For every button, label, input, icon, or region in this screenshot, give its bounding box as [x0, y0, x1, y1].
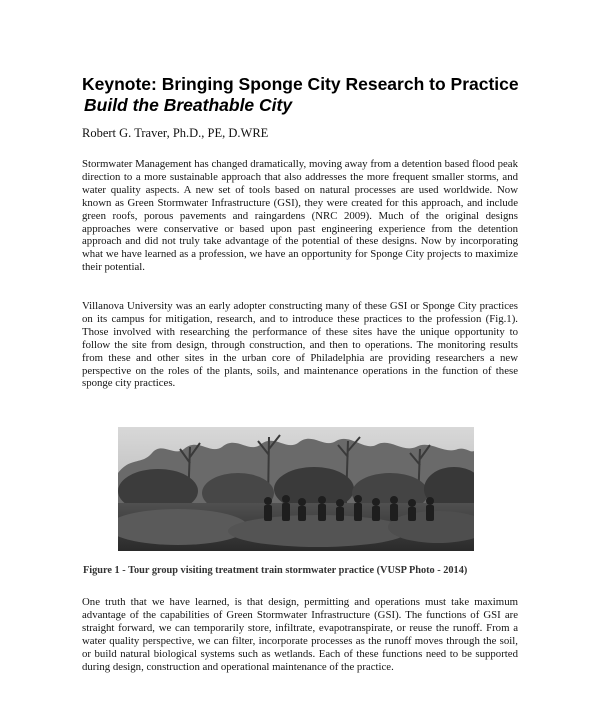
- paper-subtitle: Build the Breathable City: [84, 95, 293, 115]
- author-line: Robert G. Traver, Ph.D., PE, D.WRE: [82, 126, 269, 140]
- gsi-functions-paragraph: One truth that we have learned, is that design, permitting and operations must take maximum advantage of the capabilities of Green Stormwater Infrastructure (GSI). The functions of GSI are straight forward, we can temporarily store, infiltrate, evapotranspirate, or reuse the runoff. From a water quality perspective, we can filter, incorporate processes as the runoff moves through the soil, or build natural biological systems such as wetlands. Each of these functions need to be supported during design, construction and operational maintenance of the practice.: [82, 596, 518, 673]
- intro-paragraph: Stormwater Management has changed dramatically, moving away from a detention based flood peak direction to a more sustainable approach that also addresses the more frequent smaller storms, and water quality aspects. A new set of tools based on natural processes are used worldwide. Now known as Green Stormwater Infrastructure (GSI), they were created for this approach, and include green roofs, porous pavements and raingardens (NRC 2009). Much of the original designs approaches were conservative or based upon past engineering experience from the detention approach and did not truly take advantage of the potential of these designs. Now by incorporating what we have learned as a profession, we have an opportunity for Sponge City projects to maximize their potential.: [82, 158, 518, 274]
- figure-caption: Figure 1 - Tour group visiting treatment train stormwater practice (VUSP Photo - 2014): [83, 565, 468, 576]
- figure-photo: [118, 427, 474, 551]
- villanova-paragraph: Villanova University was an early adopter constructing many of these GSI or Sponge City practices on its campus for mitigation, research, and to introduce these practices to the profession (Fig.1). Those involved with researching the performance of these sites have the unique opportunity to follow the site from design, through construction, and then to operations. The monitoring results from these and other sites in the urban core of Philadelphia are providing researchers a new perspective on the roles of the plants, soils, and maintenance operations in the function of these sponge city practices.: [82, 300, 518, 390]
- paper-title: Keynote: Bringing Sponge City Research to Practice: [82, 74, 519, 94]
- tour-group-photo-illustration: [118, 427, 474, 551]
